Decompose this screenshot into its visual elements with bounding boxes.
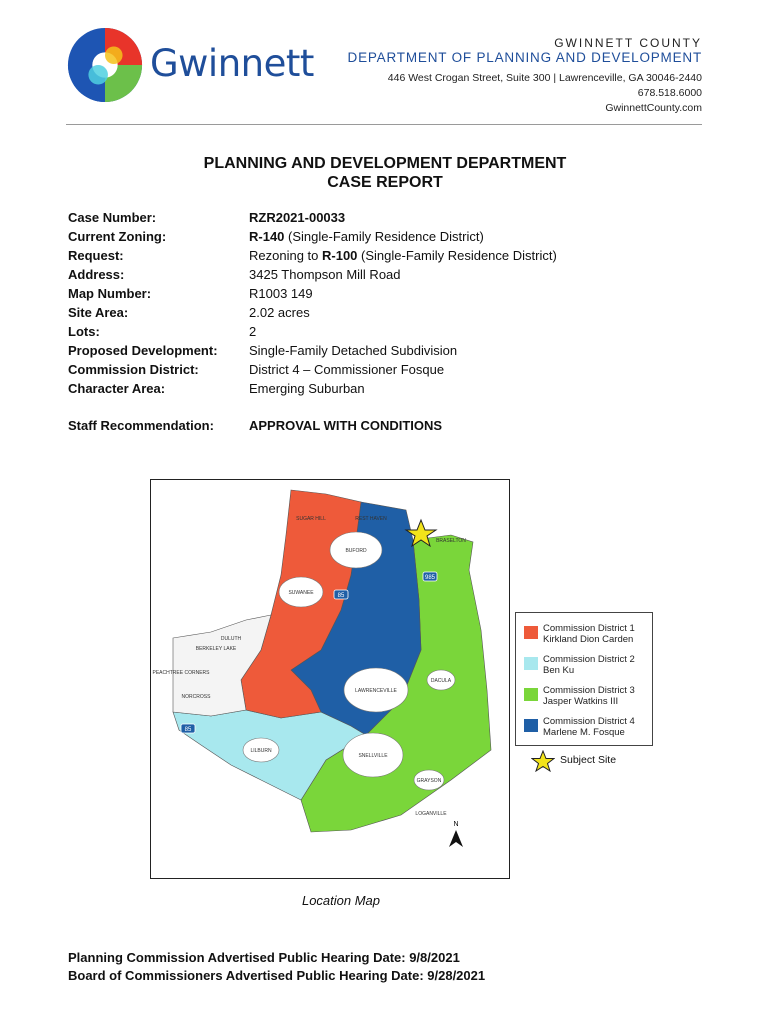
city-label: SUGAR HILL (296, 516, 326, 522)
legend-swatch-d2 (524, 657, 538, 670)
case-number-label: Case Number: (68, 210, 157, 225)
north-label: N (453, 821, 459, 828)
legend-d4-title: Commission District 4 (543, 716, 635, 727)
map-caption: Location Map (301, 893, 381, 908)
planning-commission-hearing: Planning Commission Advertised Public Hearing Date: 9/8/2021 (68, 950, 460, 965)
department-phone: 678.518.6000 (637, 87, 702, 99)
character-area-value: Emerging Suburban (249, 381, 365, 396)
interstate-number: 985 (424, 575, 436, 581)
city-label: LOGANVILLE (415, 811, 447, 817)
city-label: NORCROSS (181, 694, 211, 700)
location-map (150, 479, 510, 879)
legend-d3-name: Jasper Watkins III (543, 696, 619, 707)
legend-swatch-d1 (524, 626, 538, 639)
commission-district-value: District 4 – Commissioner Fosque (249, 362, 445, 377)
city-label: GRAYSON (416, 778, 442, 784)
city-label: LILBURN (250, 748, 272, 754)
map-number-value: R1003 149 (249, 286, 313, 301)
request-zoning-code: R-100 (322, 248, 358, 263)
proposed-development-value: Single-Family Detached Subdivision (249, 343, 458, 358)
department-address: 446 West Crogan Street, Suite 300 | Lawrenceville, GA 30046-2440 (387, 72, 702, 84)
legend-d3-title: Commission District 3 (543, 685, 635, 696)
city-label: REST HAVEN (355, 516, 387, 522)
proposed-development-label: Proposed Development: (68, 343, 218, 358)
city-label: BERKELEY LAKE (195, 646, 237, 652)
city-label: BRASELTON (436, 538, 466, 544)
address-value: 3425 Thompson Mill Road (249, 267, 401, 282)
city-label: SNELLVILLE (358, 753, 388, 759)
map-legend (515, 612, 653, 746)
character-area-label: Character Area: (68, 381, 166, 396)
city-label: DACULA (430, 678, 452, 684)
site-area-label: Site Area: (68, 305, 129, 320)
north-arrow-icon (449, 830, 463, 847)
city-label: DULUTH (220, 636, 242, 642)
department-website[interactable]: GwinnettCounty.com (605, 102, 702, 114)
subject-site-label: Subject Site (560, 754, 617, 766)
county-map-svg (151, 480, 508, 877)
city-label: BUFORD (345, 548, 367, 554)
request-value (249, 248, 557, 263)
logo-wordmark: Gwinnett (150, 42, 314, 85)
staff-recommendation-label: Staff Recommendation: (68, 418, 214, 433)
interstate-number: 85 (184, 727, 192, 733)
current-zoning-value (249, 229, 484, 244)
city-label: SUWANEE (288, 590, 314, 596)
case-number-value: RZR2021-00033 (249, 210, 346, 225)
current-zoning-desc: (Single-Family Residence District) (284, 229, 484, 244)
subject-site-star-icon (531, 750, 555, 772)
legend-d2-title: Commission District 2 (543, 654, 635, 665)
site-area-value: 2.02 acres (249, 305, 310, 320)
lots-value: 2 (249, 324, 257, 339)
request-label: Request: (68, 248, 124, 263)
current-zoning-code: R-140 (249, 229, 285, 244)
legend-swatch-d3 (524, 688, 538, 701)
request-desc: (Single-Family Residence District) (357, 248, 557, 263)
department-name: DEPARTMENT OF PLANNING AND DEVELOPMENT (347, 50, 702, 65)
legend-d1-name: Kirkland Dion Carden (543, 634, 634, 645)
interstate-number: 85 (337, 593, 345, 599)
current-zoning-label: Current Zoning: (68, 229, 167, 244)
address-label: Address: (68, 267, 125, 282)
legend-swatch-d4 (524, 719, 538, 732)
lots-label: Lots: (68, 324, 100, 339)
report-subtitle: CASE REPORT (327, 174, 443, 191)
gwinnett-logo-icon (66, 26, 144, 104)
board-commissioners-hearing: Board of Commissioners Advertised Public Hearing Date: 9/28/2021 (68, 968, 486, 983)
report-title: PLANNING AND DEVELOPMENT DEPARTMENT (203, 155, 567, 172)
legend-d2-name: Ben Ku (543, 665, 575, 676)
legend-d1-title: Commission District 1 (543, 623, 635, 634)
map-number-label: Map Number: (68, 286, 152, 301)
commission-district-label: Commission District: (68, 362, 199, 377)
city-label: PEACHTREE CORNERS (152, 670, 210, 676)
header-divider (66, 124, 702, 125)
staff-recommendation-value: APPROVAL WITH CONDITIONS (249, 418, 443, 433)
request-prefix: Rezoning to (249, 248, 322, 263)
city-label: LAWRENCEVILLE (355, 688, 397, 694)
county-name: GWINNETT COUNTY (554, 36, 702, 50)
legend-d4-name: Marlene M. Fosque (543, 727, 625, 738)
